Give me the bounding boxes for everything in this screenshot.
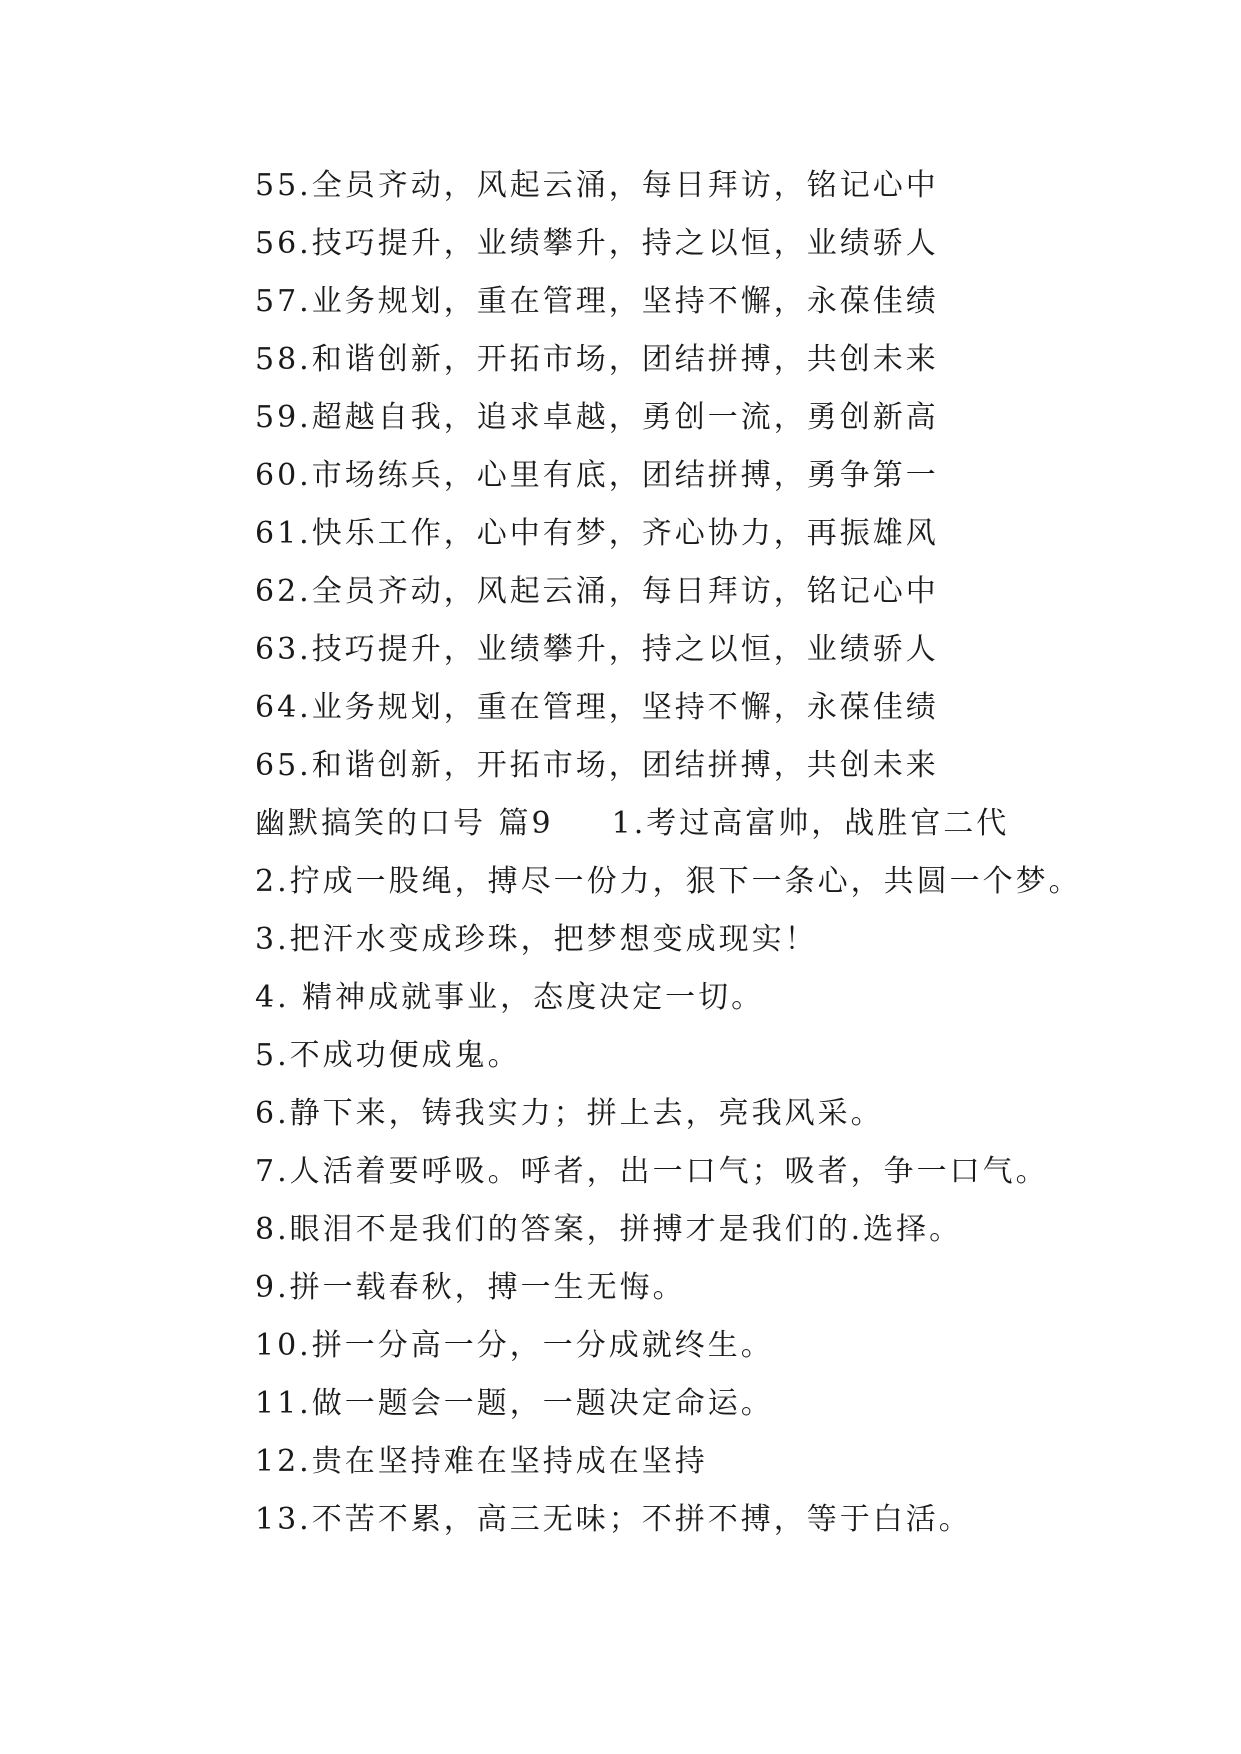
list-item: 62.全员齐动，风起云涌，每日拜访，铭记心中: [255, 574, 939, 609]
section-heading: [255, 804, 1009, 844]
list-item: 2.拧成一股绳，搏尽一份力，狠下一条心，共圆一个梦。: [255, 864, 1082, 899]
list-item: 61.快乐工作，心中有梦，齐心协力，再振雄风: [255, 516, 939, 551]
list-item: 65.和谐创新，开拓市场，团结拼搏，共创未来: [255, 748, 939, 783]
list-item: 55.全员齐动，风起云涌，每日拜访，铭记心中: [255, 168, 939, 203]
list-item: 58.和谐创新，开拓市场，团结拼搏，共创未来: [255, 342, 939, 377]
list-item: 63.技巧提升，业绩攀升，持之以恒，业绩骄人: [255, 632, 939, 667]
list-item: 11.做一题会一题，一题决定命运。: [255, 1386, 774, 1421]
list-item: 56.技巧提升，业绩攀升，持之以恒，业绩骄人: [255, 226, 939, 261]
list-item: 10.拼一分高一分，一分成就终生。: [255, 1328, 774, 1363]
section-title: 幽默搞笑的口号 篇9: [255, 806, 554, 841]
list-item: 5.不成功便成鬼。: [255, 1038, 521, 1073]
list-item: 64.业务规划，重在管理，坚持不懈，永葆佳绩: [255, 690, 939, 725]
list-item: 6.静下来，铸我实力；拼上去，亮我风采。: [255, 1096, 884, 1131]
list-item: 4. 精神成就事业，态度决定一切。: [255, 980, 765, 1015]
list-item: 57.业务规划，重在管理，坚持不懈，永葆佳绩: [255, 284, 939, 319]
list-item: 9.拼一载春秋，搏一生无悔。: [255, 1270, 686, 1305]
list-item: 60.市场练兵，心里有底，团结拼搏，勇争第一: [255, 458, 939, 493]
list-item: 59.超越自我，追求卓越，勇创一流，勇创新高: [255, 400, 939, 435]
list-item: 3.把汗水变成珍珠，把梦想变成现实！: [255, 922, 818, 957]
list-item: 1.考过高富帅，战胜官二代: [611, 806, 1010, 841]
list-item: 8.眼泪不是我们的答案，拼搏才是我们的.选择。: [255, 1212, 963, 1247]
list-item: 13.不苦不累，高三无味；不拼不搏，等于白活。: [255, 1502, 972, 1537]
list-item: 7.人活着要呼吸。呼者，出一口气；吸者，争一口气。: [255, 1154, 1049, 1189]
list-item: 12.贵在坚持难在坚持成在坚持: [255, 1444, 708, 1479]
